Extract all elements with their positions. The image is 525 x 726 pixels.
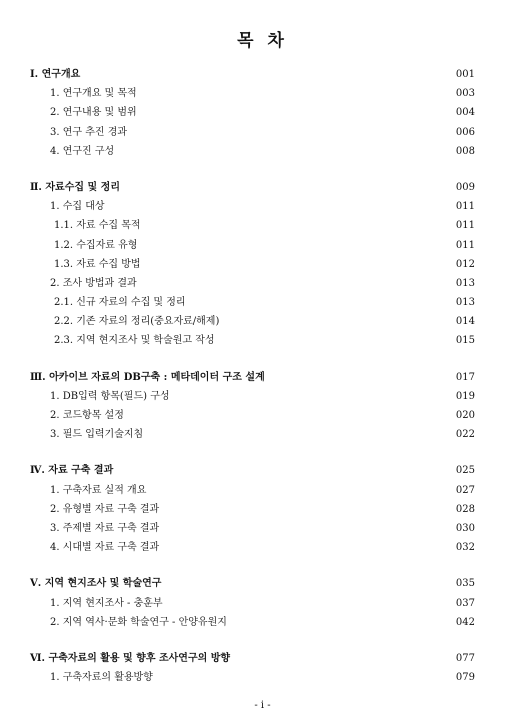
toc-entry [30,500,475,519]
table-of-contents [30,65,475,704]
toc-entry [30,481,475,500]
toc-entry-page-number: 032 [455,542,475,554]
toc-entry-page-number: 006 [455,126,475,138]
toc-entry-label: 1.3. 자료 수집 방법 [54,258,141,270]
toc-chapter-heading [30,178,475,197]
toc-entry-page-number: 013 [455,277,475,289]
toc-entry-label: 1.2. 수집자료 유형 [54,239,138,251]
toc-chapter-heading-label: Ⅴ. 지역 현지조사 및 학술연구 [30,578,162,590]
toc-entry [30,331,475,350]
toc-entry-label: 3. 연구 추진 경과 [50,126,128,138]
toc-section [30,178,475,351]
toc-entry-label: 1. 연구개요 및 목적 [50,88,137,100]
toc-entry-page-number: 012 [455,258,475,270]
toc-entry [30,84,475,103]
toc-entry-label: 1. 구축자료 실적 개요 [50,484,147,496]
toc-entry [30,197,475,216]
toc-entry [30,425,475,444]
toc-chapter-heading-label: Ⅱ. 자료수집 및 정리 [30,181,120,193]
page-title: 목 차 [237,31,288,51]
toc-chapter-heading [30,368,475,387]
toc-entry-label: 2. 코드항목 설정 [50,410,124,421]
toc-entry [30,236,475,255]
toc-entry-page-number: 011 [455,220,475,232]
toc-entry-page-number: 027 [455,484,475,496]
toc-chapter-heading [30,65,475,84]
toc-entry [30,274,475,293]
toc-chapter-heading-page-number: 017 [455,371,475,383]
toc-chapter-heading-label: Ⅳ. 자료 구축 결과 [30,465,114,477]
toc-entry-page-number: 011 [455,201,475,213]
toc-entry-label: 1. 지역 현지조사 - 충훈부 [50,597,163,609]
toc-entry-page-number: 015 [455,335,475,347]
toc-entry-label: 1.1. 자료 수집 목적 [54,220,141,232]
toc-entry [30,406,475,425]
toc-entry-page-number: 042 [455,616,475,628]
toc-entry-page-number: 004 [455,107,475,119]
toc-entry-page-number: 037 [455,597,475,609]
toc-entry [30,538,475,557]
toc-chapter-heading-label: Ⅵ. 구축자료의 활용 및 향후 조사연구의 방향 [30,652,231,664]
toc-entry-label: 2. 연구내용 및 범위 [50,107,137,119]
toc-chapter-heading-page-number: 001 [455,69,475,80]
toc-entry [30,387,475,406]
toc-entry [30,312,475,331]
toc-entry-label: 2.3. 지역 현지조사 및 학술원고 작성 [54,335,215,347]
toc-section [30,649,475,687]
toc-entry-label: 4. 연구진 구성 [50,145,115,157]
toc-section [30,368,475,445]
toc-chapter-heading-label: Ⅲ. 아카이브 자료의 DB구축 : 메타데이터 구조 설계 [30,371,265,383]
toc-entry-page-number: 030 [455,522,475,534]
toc-chapter-heading-page-number: 035 [455,578,475,590]
toc-chapter-heading-page-number: 077 [455,652,475,664]
toc-entry-label: 2. 유형별 자료 구축 결과 [50,503,160,515]
toc-entry [30,613,475,632]
toc-entry-label: 3. 필드 입력기술지침 [50,429,144,441]
toc-entry-page-number: 014 [455,316,475,328]
toc-entry-label: 3. 주제별 자료 구축 결과 [50,522,160,534]
toc-entry [30,103,475,122]
toc-entry-page-number: 019 [455,390,475,402]
toc-section [30,461,475,557]
toc-entry [30,293,475,312]
toc-entry-page-number: 008 [455,145,475,157]
toc-entry [30,216,475,235]
toc-entry-page-number: 079 [455,672,475,684]
toc-chapter-heading-page-number: 009 [455,181,475,193]
page-number-footer: - i - [254,700,271,711]
toc-entry [30,594,475,613]
toc-entry-label: 1. 수집 대상 [50,201,105,213]
toc-entry-label: 2.1. 신규 자료의 수집 및 정리 [54,297,186,309]
toc-entry-label: 4. 시대별 자료 구축 결과 [50,542,160,554]
toc-chapter-heading [30,461,475,480]
toc-chapter-heading [30,649,475,668]
toc-entry-page-number: 003 [455,88,475,100]
toc-entry-page-number: 028 [455,503,475,515]
toc-chapter-heading [30,574,475,593]
toc-entry-page-number: 022 [455,429,475,441]
toc-entry [30,142,475,161]
toc-entry-label: 2.2. 기존 자료의 정리(중요자료/해제) [54,316,220,328]
toc-entry-page-number: 011 [455,239,475,251]
toc-entry-label: 1. DB입력 항목(필드) 구성 [50,390,170,402]
toc-entry-page-number: 013 [455,297,475,309]
toc-entry-label: 1. 구축자료의 활용방향 [50,672,153,684]
toc-entry [30,519,475,538]
toc-section [30,65,475,161]
toc-entry-page-number: 020 [455,410,475,421]
toc-chapter-heading-page-number: 025 [455,465,475,477]
toc-chapter-heading-label: Ⅰ. 연구개요 [30,69,81,80]
toc-entry [30,123,475,142]
toc-entry [30,668,475,687]
toc-section [30,574,475,632]
toc-entry-label: 2. 지역 역사·문화 학술연구 - 안양유원지 [50,616,227,628]
toc-entry [30,255,475,274]
toc-entry-label: 2. 조사 방법과 결과 [50,277,137,289]
